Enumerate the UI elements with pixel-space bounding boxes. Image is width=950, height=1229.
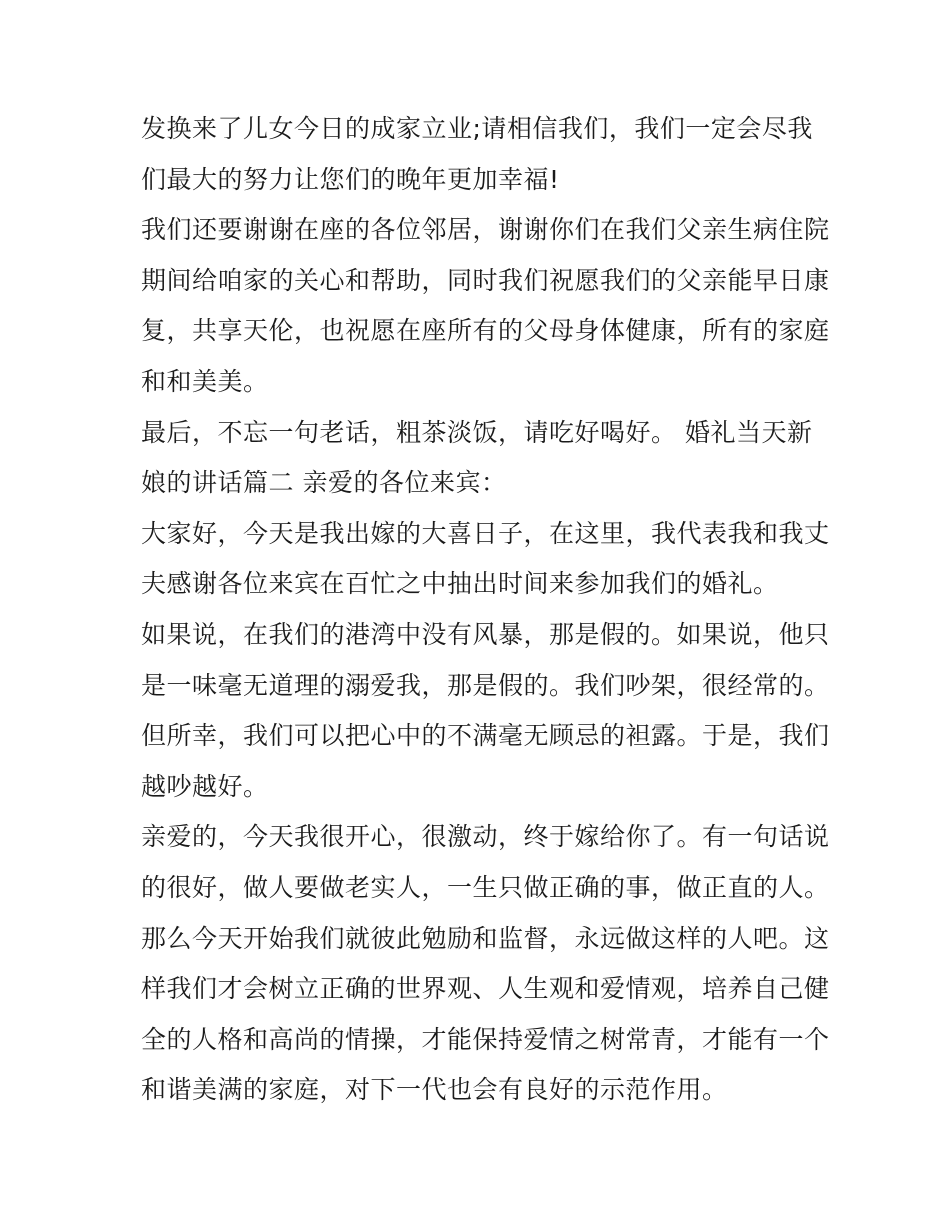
text-line: 那么今天开始我们就彼此勉励和监督，永远做这样的人吧。这 [141, 923, 830, 953]
body-text [141, 104, 830, 1116]
text-line: 我们还要谢谢在座的各位邻居，谢谢你们在我们父亲生病住院 [141, 215, 830, 245]
text-line: 但所幸，我们可以把心中的不满毫无顾忌的袒露。于是，我们 [141, 721, 830, 751]
text-line: 是一味毫无道理的溺爱我，那是假的。我们吵架，很经常的。 [141, 670, 830, 700]
text-line: 如果说，在我们的港湾中没有风暴，那是假的。如果说，他只 [141, 619, 830, 649]
text-line: 大家好，今天是我出嫁的大喜日子，在这里，我代表我和我丈 [141, 518, 830, 548]
text-line: 和和美美。 [141, 366, 269, 396]
text-line: 全的人格和高尚的情操，才能保持爱情之树常青，才能有一个 [141, 1024, 830, 1054]
text-line: 样我们才会树立正确的世界观、人生观和爱情观，培养自己健 [141, 974, 830, 1004]
text-line: 夫感谢各位来宾在百忙之中抽出时间来参加我们的婚礼。 [141, 569, 779, 599]
text-line: 越吵越好。 [141, 771, 269, 801]
text-line: 最后，不忘一句老话，粗茶淡饭，请吃好喝好。 婚礼当天新 [141, 417, 813, 447]
text-line: 的很好，做人要做老实人，一生只做正确的事，做正直的人。 [141, 872, 830, 902]
text-line: 们最大的努力让您们的晚年更加幸福! [141, 164, 560, 194]
text-line: 亲爱的，今天我很开心，很激动，终于嫁给你了。有一句话说 [141, 822, 830, 852]
text-line: 和谐美满的家庭，对下一代也会有良好的示范作用。 [141, 1075, 728, 1105]
text-line: 娘的讲话篇二 亲爱的各位来宾： [141, 468, 507, 498]
text-line: 期间给咱家的关心和帮助，同时我们祝愿我们的父亲能早日康 [141, 265, 830, 295]
text-line: 复，共享天伦，也祝愿在座所有的父母身体健康，所有的家庭 [141, 316, 830, 346]
text-line: 发换来了儿女今日的成家立业;请相信我们，我们一定会尽我 [141, 114, 813, 143]
